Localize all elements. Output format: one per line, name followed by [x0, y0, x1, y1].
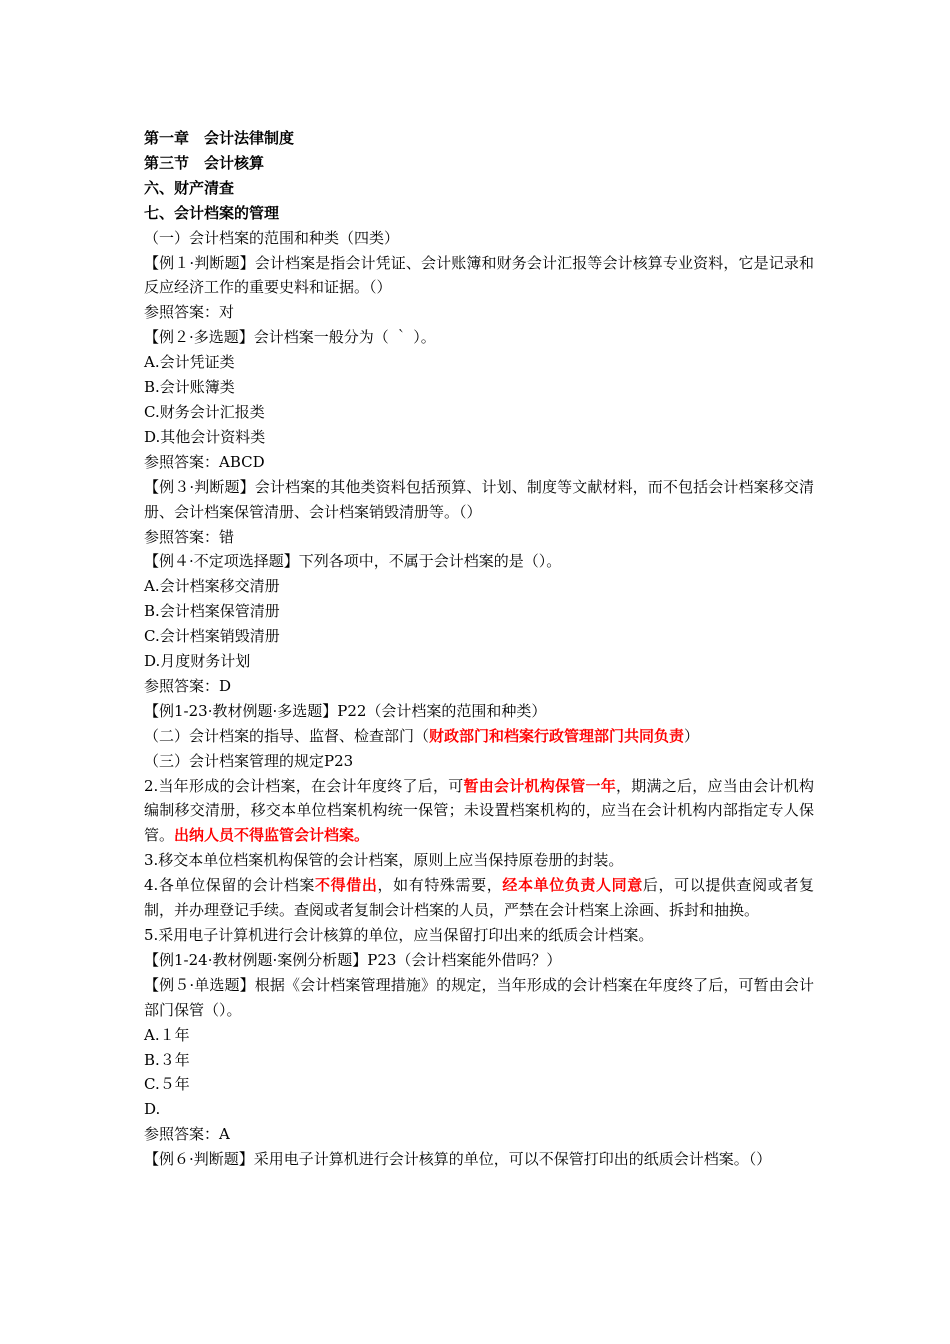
example-4-question: 【例４·不定项选择题】下列各项中，不属于会计档案的是（）。 [144, 552, 562, 571]
rule-4-highlight-1: 不得借出 [315, 876, 378, 895]
rule-4-text-b: ，如有特殊需要， [377, 876, 503, 895]
subsection-heading-7: 七、会计档案的管理 [144, 203, 280, 222]
document-page [144, 126, 814, 1172]
rule-2 [144, 774, 814, 849]
example-4-option-c: C.会计档案销毁清册 [144, 627, 280, 646]
scope-paragraph: （一）会计档案的范围和种类（四类） [144, 228, 400, 247]
example-2-option-d: D.其他会计资料类 [144, 427, 266, 446]
chapter-heading: 第一章 会计法律制度 [144, 129, 295, 147]
example-4-option-d: D.月度财务计划 [144, 652, 251, 671]
guide-text-b: ） [684, 726, 700, 745]
section-heading: 第三节 会计核算 [144, 153, 265, 172]
example-2-question: 【例２·多选题】会计档案一般分为（ ｀ ）。 [144, 328, 436, 347]
subsection-heading-6: 六、财产清查 [144, 178, 235, 197]
example-2-answer: 参照答案：ABCD [144, 452, 265, 471]
rule-2-highlight-1: 暂由会计机构保管一年 [463, 776, 616, 795]
example-5-option-c: C.５年 [144, 1075, 190, 1094]
example-3-question: 【例３·判断题】会计档案的其他类资料包括预算、计划、制度等文献材料，而不包括会计档案移交清册、会计档案保管清册、会计档案销毁清册等。（） [144, 477, 814, 521]
textbook-example-1-24: 【例1-24·教材例题·案例分析题】P23（会计档案能外借吗？） [144, 950, 562, 969]
rule-4-text-a: 4.各单位保留的会计档案 [144, 876, 316, 895]
guide-paragraph [144, 724, 814, 749]
rule-4-highlight-2: 经本单位负责人同意 [502, 876, 643, 895]
example-2-option-a: A.会计凭证类 [144, 353, 235, 372]
example-5-question: 【例５·单选题】根据《会计档案管理措施》的规定，当年形成的会计档案在年度终了后，可暂由会计部门保管（）。 [144, 975, 814, 1019]
guide-highlight: 财政部门和档案行政管理部门共同负责 [429, 726, 685, 745]
rule-2-text-a: 2.当年形成的会计档案，在会计年度终了后，可 [144, 776, 464, 795]
example-4-answer: 参照答案：D [144, 676, 232, 695]
rule-4 [144, 873, 814, 923]
example-5-answer: 参照答案：A [144, 1125, 230, 1144]
example-6-question: 【例６·判断题】采用电子计算机进行会计核算的单位，可以不保管打印出的纸质会计档案。（） [144, 1150, 772, 1169]
rules-paragraph: （三）会计档案管理的规定P23 [144, 751, 354, 770]
example-4-option-a: A.会计档案移交清册 [144, 577, 280, 596]
example-1-question: 【例１·判断题】会计档案是指会计凭证、会计账簿和财务会计汇报等会计核算专业资料，它是记录和反应经济工作的重要史料和证据。（） [144, 253, 814, 297]
example-2-option-c: C.财务会计汇报类 [144, 402, 265, 421]
example-4-option-b: B.会计档案保管清册 [144, 602, 280, 621]
example-5-option-d: D. [144, 1100, 161, 1119]
example-3-answer: 参照答案：错 [144, 527, 235, 546]
rule-2-highlight-2: 出纳人员不得监管会计档案。 [174, 826, 370, 845]
rule-3: 3.移交本单位档案机构保管的会计档案，原则上应当保持原卷册的封装。 [144, 851, 624, 870]
example-2-option-b: B.会计账簿类 [144, 378, 235, 397]
example-1-answer: 参照答案：对 [144, 303, 235, 322]
rule-2-text-b: ，期满之后，应当由会计机构编制移交清册，移交本单位档案机构统一保管；未设置档案机构的，应当在会计机构内部指定专人保管。 [144, 776, 814, 845]
textbook-example-1-23: 【例1-23·教材例题·多选题】P22（会计档案的范围和种类） [144, 701, 547, 720]
rule-4-text-c: 后，可以提供查阅或者复制，并办理登记手续。查阅或者复制会计档案的人员，严禁在会计档案上涂画、拆封和抽换。 [144, 876, 814, 920]
rule-5: 5.采用电子计算机进行会计核算的单位，应当保留打印出来的纸质会计档案。 [144, 926, 654, 944]
example-5-option-a: A.１年 [144, 1025, 190, 1044]
guide-text-a: （二）会计档案的指导、监督、检查部门（ [144, 726, 430, 745]
example-5-option-b: B.３年 [144, 1050, 190, 1069]
